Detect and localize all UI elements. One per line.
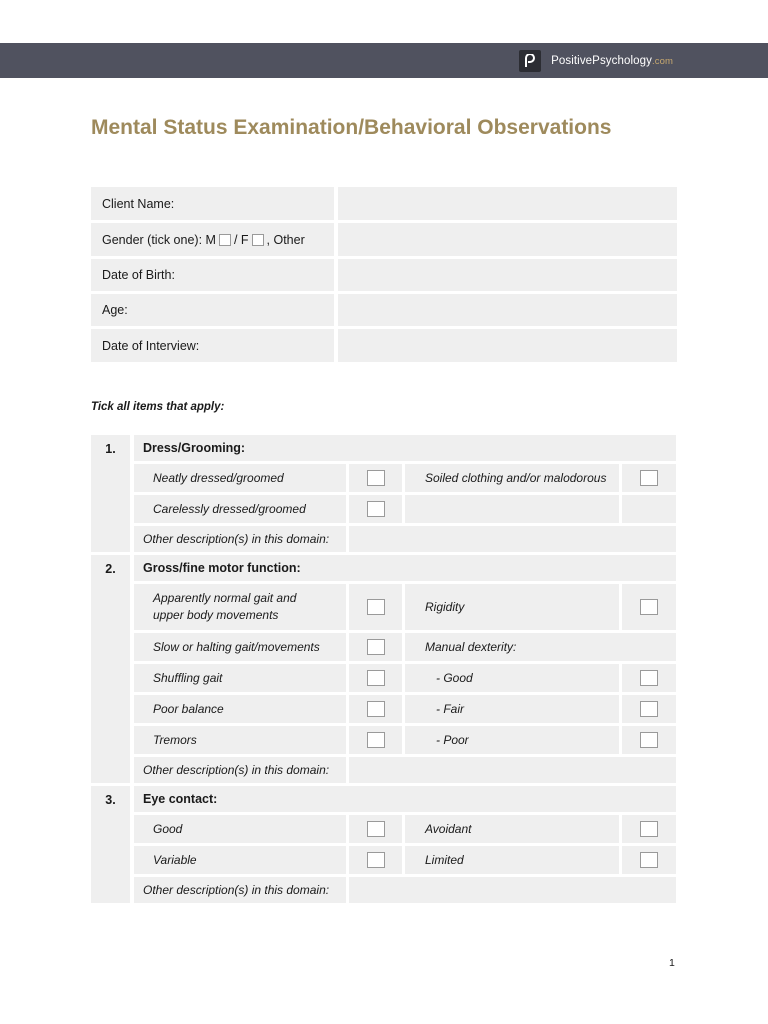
table-row [134,815,676,843]
gender-other: , Other [266,232,305,247]
brand-suffix: .com [652,56,673,67]
other-label: Other description(s) in this domain: [134,877,346,903]
table-row [134,495,676,523]
section-body [134,435,676,552]
item-label [134,584,346,630]
table-row [134,726,676,754]
checkbox-cell [622,695,676,723]
item-label: Good [134,815,346,843]
section-motor [91,555,676,783]
checkbox-cell [622,846,676,874]
checkbox-cell [349,815,402,843]
client-info-table [91,187,677,365]
item-label: Poor balance [134,695,346,723]
interview-label: Date of Interview: [91,329,334,362]
dob-field[interactable] [338,259,677,291]
observation-table [91,435,676,906]
dob-row [91,259,677,291]
checkbox-cell [349,726,402,754]
section-body [134,786,676,903]
checkbox-cell [622,664,676,692]
table-row [134,695,676,723]
item-label-line: Apparently normal gait and [153,591,297,605]
section-title: Gross/fine motor function: [134,555,676,581]
dexterity-fair-checkbox[interactable] [640,701,658,717]
gender-field[interactable] [338,223,677,256]
other-label: Other description(s) in this domain: [134,526,346,552]
gender-label-text: Gender (tick one): M [102,232,216,247]
client-name-field[interactable] [338,187,677,220]
item-label: - Poor [405,726,619,754]
age-field[interactable] [338,294,677,326]
p-logo-icon [519,50,541,72]
table-row [134,584,676,630]
item-label: Manual dexterity: [405,633,676,661]
other-row [134,757,676,783]
soiled-checkbox[interactable] [640,470,658,486]
other-field[interactable] [349,526,676,552]
checkbox-cell [622,464,676,492]
other-label: Other description(s) in this domain: [134,757,346,783]
checkbox-cell [349,846,402,874]
section-title: Dress/Grooming: [134,435,676,461]
gender-f-checkbox[interactable] [252,234,264,246]
section-body [134,555,676,783]
item-label: Limited [405,846,619,874]
item-label: - Fair [405,695,619,723]
item-label: Variable [134,846,346,874]
interview-field[interactable] [338,329,677,362]
brand-name: PositivePsychology [551,55,652,67]
dexterity-poor-checkbox[interactable] [640,732,658,748]
client-name-row [91,187,677,220]
checkbox-cell [349,633,402,661]
eye-limited-checkbox[interactable] [640,852,658,868]
neatly-checkbox[interactable] [367,470,385,486]
carelessly-checkbox[interactable] [367,501,385,517]
section-number: 3. [91,786,130,903]
gender-label [91,223,334,256]
empty-cell [622,495,676,523]
table-row [134,464,676,492]
item-label: Neatly dressed/groomed [134,464,346,492]
poor-balance-checkbox[interactable] [367,701,385,717]
gender-row [91,223,677,256]
item-label-line: upper body movements [153,608,279,622]
brand-text [551,55,673,67]
checkbox-cell [349,584,402,630]
dob-label: Date of Birth: [91,259,334,291]
checkbox-cell [349,664,402,692]
other-field[interactable] [349,877,676,903]
client-name-label: Client Name: [91,187,334,220]
other-row [134,877,676,903]
age-row [91,294,677,326]
table-row [134,633,676,661]
dexterity-good-checkbox[interactable] [640,670,658,686]
page-title: Mental Status Examination/Behavioral Observations [91,116,612,139]
gender-m-checkbox[interactable] [219,234,231,246]
page-number: 1 [669,957,675,969]
eye-variable-checkbox[interactable] [367,852,385,868]
other-field[interactable] [349,757,676,783]
checkbox-cell [349,495,402,523]
section-dress [91,435,676,552]
item-label: Carelessly dressed/groomed [134,495,346,523]
empty-cell [405,495,619,523]
table-row [134,846,676,874]
checkbox-cell [622,815,676,843]
table-row [134,664,676,692]
checkbox-cell [349,464,402,492]
section-number: 1. [91,435,130,552]
instruction-text: Tick all items that apply: [91,401,225,413]
age-label: Age: [91,294,334,326]
eye-good-checkbox[interactable] [367,821,385,837]
item-label: Slow or halting gait/movements [134,633,346,661]
item-label: Shuffling gait [134,664,346,692]
interview-row [91,329,677,362]
item-label: - Good [405,664,619,692]
normal-gait-checkbox[interactable] [367,599,385,615]
checkbox-cell [622,726,676,754]
item-label: Tremors [134,726,346,754]
section-eye [91,786,676,903]
brand[interactable] [519,50,673,72]
section-title: Eye contact: [134,786,676,812]
header-bar [0,43,768,78]
item-label: Soiled clothing and/or malodorous [405,464,619,492]
other-row [134,526,676,552]
item-label: Avoidant [405,815,619,843]
eye-avoidant-checkbox[interactable] [640,821,658,837]
checkbox-cell [622,584,676,630]
gender-sep: / F [233,232,249,247]
tremors-checkbox[interactable] [367,732,385,748]
section-number: 2. [91,555,130,783]
item-label: Rigidity [405,584,619,630]
shuffling-checkbox[interactable] [367,670,385,686]
slow-gait-checkbox[interactable] [367,639,385,655]
rigidity-checkbox[interactable] [640,599,658,615]
checkbox-cell [349,695,402,723]
